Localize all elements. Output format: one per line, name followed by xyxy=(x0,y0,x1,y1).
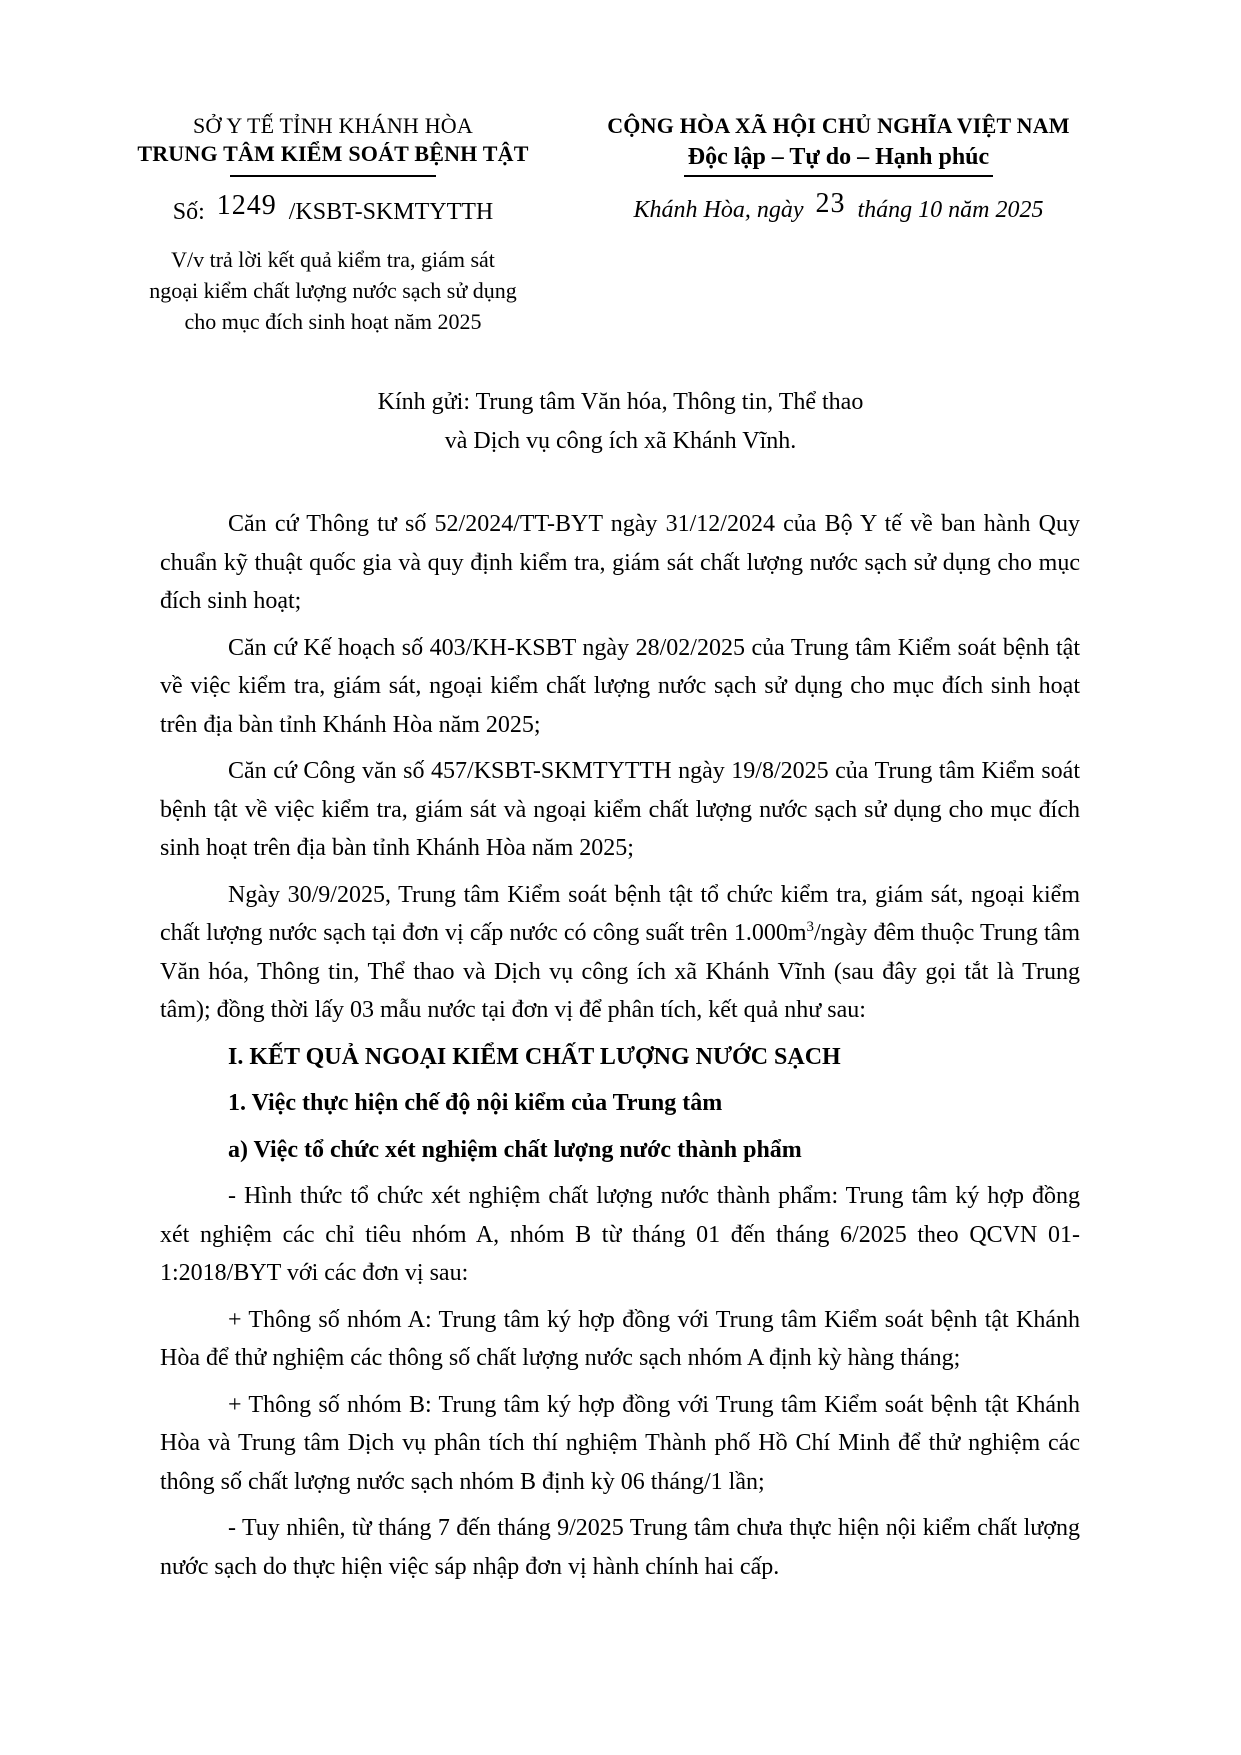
national-motto-text: Độc lập – Tự do – Hạnh phúc xyxy=(684,142,993,177)
cubic-meter-superscript: 3 xyxy=(806,919,814,935)
document-number-line xyxy=(118,190,548,228)
date-suffix: tháng 10 năm 2025 xyxy=(857,197,1044,223)
section-heading-a: a) Việc tổ chức xét nghiệm chất lượng nước thành phẩm xyxy=(228,1136,802,1163)
document-number-value: 1249 xyxy=(216,190,277,221)
paragraph-ket-qua-part1: Ngày 30/9/2025, Trung tâm Kiểm soát bệnh tật tổ chức kiểm tra, giám sát, ngoại kiểm chất lượng nước sạch tại đơn vị cấp nước có công suất trên 1.000m xyxy=(160,881,1080,946)
paragraph-can-cu-1: Căn cứ Thông tư số 52/2024/TT-BYT ngày 31/12/2024 của Bộ Y tế về ban hành Quy chuẩn kỹ thuật quốc gia và quy định kiểm tra, giám sát chất lượng nước sạch sử dụng cho mục đích sinh hoạt; xyxy=(160,511,1080,614)
national-header-block xyxy=(548,112,1129,337)
section-heading-1: 1. Việc thực hiện chế độ nội kiểm của Trung tâm xyxy=(228,1090,723,1116)
issuing-agency-name: TRUNG TÂM KIỂM SOÁT BỆNH TẬT xyxy=(137,141,529,166)
paragraph-can-cu-3: Căn cứ Công văn số 457/KSBT-SKMTYTTH ngày 19/8/2025 của Trung tâm Kiểm soát bệnh tật về việc kiểm tra, giám sát và ngoại kiểm chất lượng nước sạch sử dụng cho mục đích sinh hoạt trên địa bàn tỉnh Khánh Hòa năm 2025; xyxy=(160,758,1080,861)
recipient-line-2: và Dịch vụ công ích xã Khánh Vĩnh. xyxy=(444,428,797,454)
paragraph-can-cu-2: Căn cứ Kế hoạch số 403/KH-KSBT ngày 28/02/2025 của Trung tâm Kiểm soát bệnh tật về việc kiểm tra, giám sát, ngoại kiểm chất lượng nước sạch sử dụng cho mục đích sinh hoạt trên địa bàn tỉnh Khánh Hòa năm 2025; xyxy=(160,634,1080,738)
subject-line-1: V/v trả lời kết quả kiểm tra, giám sát xyxy=(171,247,495,272)
paragraph-nhom-b: + Thông số nhóm B: Trung tâm ký hợp đồng với Trung tâm Kiểm soát bệnh tật Khánh Hòa và Trung tâm Dịch vụ phân tích thí nghiệm Thành phố Hồ Chí Minh để thử nghiệm các thông số chất lượng nước sạch nhóm B định kỳ 06 tháng/1 lần; xyxy=(160,1391,1080,1495)
paragraph-ket-qua xyxy=(160,876,1080,1030)
document-number-suffix: /KSBT-SKMTYTTH xyxy=(288,199,494,225)
national-motto xyxy=(548,142,1129,177)
national-title: CỘNG HÒA XÃ HỘI CHỦ NGHĨA VIỆT NAM xyxy=(607,113,1070,138)
place-date-line xyxy=(548,188,1129,226)
recipient-block xyxy=(0,383,1241,461)
document-body xyxy=(0,505,1241,1586)
paragraph-hinh-thuc: - Hình thức tổ chức xét nghiệm chất lượng nước thành phẩm: Trung tâm ký hợp đồng xét nghiệm các chỉ tiêu nhóm A, nhóm B từ tháng 01 đến tháng 6/2025 theo QCVN 01-1:2018/BYT với các đơn vị sau: xyxy=(160,1183,1080,1286)
paragraph-nhom-a: + Thông số nhóm A: Trung tâm ký hợp đồng với Trung tâm Kiểm soát bệnh tật Khánh Hòa để thử nghiệm các thông số chất lượng nước sạch nhóm A định kỳ hàng tháng; xyxy=(160,1306,1080,1371)
date-day-value: 23 xyxy=(815,188,846,219)
paragraph-tuy-nhien: - Tuy nhiên, từ tháng 7 đến tháng 9/2025 Trung tâm chưa thực hiện nội kiểm chất lượng nước sạch do thực hiện việc sáp nhập đơn vị hành chính hai cấp. xyxy=(160,1515,1080,1580)
date-prefix: Khánh Hòa, ngày xyxy=(633,197,804,223)
issuing-agency-block xyxy=(118,112,548,337)
document-header xyxy=(0,0,1241,337)
paragraph-ket-qua-part2: /ngày đêm thuộc Trung tâm Văn hóa, Thông tin, Thể thao và Dịch vụ công ích xã Khánh Vĩnh (sau đây gọi tắt là Trung tâm); đồng thời lấy 03 mẫu nước tại đơn vị để phân tích, kết quả như sau: xyxy=(160,920,1080,1023)
subject-line-2: ngoại kiểm chất lượng nước sạch sử dụng xyxy=(149,278,517,303)
parent-agency-name: SỞ Y TẾ TỈNH KHÁNH HÒA xyxy=(192,113,473,138)
document-number-label: Số: xyxy=(172,199,205,225)
section-heading-I: I. KẾT QUẢ NGOẠI KIỂM CHẤT LƯỢNG NƯỚC SẠCH xyxy=(228,1043,841,1070)
subject-line-3: cho mục đích sinh hoạt năm 2025 xyxy=(184,309,482,334)
recipient-line-1: Kính gửi: Trung tâm Văn hóa, Thông tin, Thể thao xyxy=(377,389,864,415)
agency-name-underline xyxy=(230,175,436,177)
document-subject xyxy=(118,244,548,337)
